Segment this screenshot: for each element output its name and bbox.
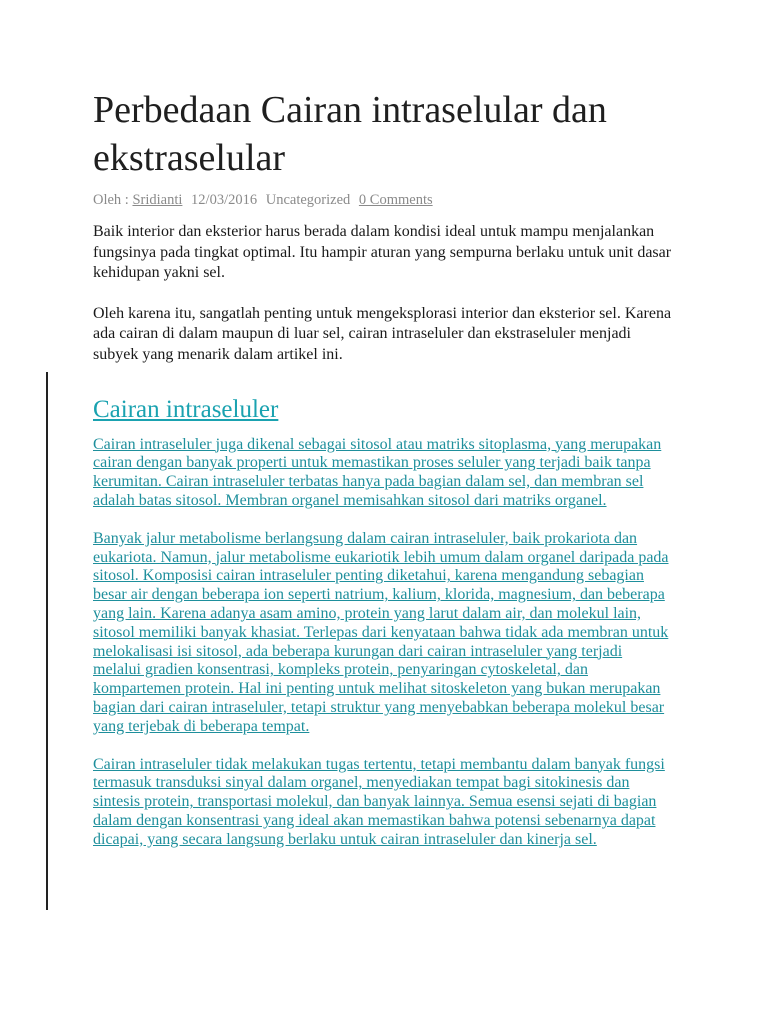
section-heading-link[interactable]: Cairan intraseluler — [93, 395, 279, 423]
section-paragraph-3-link[interactable]: Cairan intraseluler tidak melakukan tugas tertentu, tetapi membantu dalam banyak fungsi termasuk transduksi sinyal dalam organel, menyediakan tempat bagi sitokinesis dan sintesis protein, transportasi molekul, dan banyak lainnya. Semua esensi sejati di bagian dalam dengan konsentrasi yang ideal akan memastikan bahwa potensi sebenarnya dapat dicapai, yang secara langsung berlaku untuk cairan intraseluler dan kinerja sel. — [93, 755, 665, 848]
article-meta — [93, 192, 673, 209]
author-link[interactable]: Sridianti — [132, 192, 183, 208]
article — [93, 86, 673, 850]
section-left-rule — [46, 372, 48, 910]
section-paragraph-1-link[interactable]: Cairan intraseluler juga dikenal sebagai sitosol atau matriks sitoplasma, yang merupakan cairan dengan banyak properti untuk memastikan proses seluler yang terjadi baik tanpa kerumitan. Cairan intraseluler terbatas hanya pada bagian dalam sel, dan membran sel adalah batas sitosol. Membran organel memisahkan sitosol dari matriks organel. — [93, 435, 662, 509]
author-by-label: Oleh : — [93, 192, 129, 208]
intro-paragraph-1: Baik interior dan eksterior harus berada dalam kondisi ideal untuk mampu menjalankan fungsinya pada tingkat optimal. Itu hampir aturan yang sempurna berlaku untuk unit dasar kehidupan yakni sel. — [93, 223, 672, 282]
article-title — [93, 86, 673, 182]
section-paragraph-2[interactable] — [93, 530, 673, 737]
intro-paragraph-2: Oleh karena itu, sangatlah penting untuk mengeksplorasi interior dan eksterior sel. Karena ada cairan di dalam maupun di luar sel, cairan intraseluler dan ekstraseluler menjadi subyek yang menarik dalam artikel ini. — [93, 304, 672, 363]
article-title-line-2: ekstraselular — [93, 137, 286, 179]
post-date: 12/03/2016 — [191, 192, 258, 208]
article-title-line-1: Perbedaan Cairan intraselular dan — [93, 89, 607, 131]
section-paragraph-3[interactable] — [93, 756, 673, 850]
section-paragraph-1[interactable] — [93, 436, 673, 511]
section-heading[interactable] — [93, 394, 673, 426]
comments-link[interactable]: 0 Comments — [358, 192, 433, 208]
section-paragraph-2-link[interactable]: Banyak jalur metabolisme berlangsung dalam cairan intraseluler, baik prokariota dan eukariota. Namun, jalur metabolisme eukariotik lebih umum dalam organel daripada pada sitosol. Komposisi cairan intraseluler penting diketahui, karena mengandung sebagian besar air dengan beberapa ion seperti natrium, kalium, klorida, magnesium, dan beberapa yang lain. Karena adanya asam amino, protein yang larut dalam air, dan molekul lain, sitosol memiliki banyak khasiat. Terlepas dari kenyataan bahwa tidak ada membran untuk melokalisasi isi sitosol, ada beberapa kurungan dari cairan intraseluler yang terjadi melalui gradien konsentrasi, kompleks protein, penyaringan cytoskeletal, dan kompartemen protein. Hal ini penting untuk melihat sitoskeleton yang bukan merupakan bagian dari cairan intraseluler, tetapi struktur yang menyebabkan beberapa molekul besar yang terjebak di beberapa tempat. — [93, 529, 669, 735]
post-category: Uncategorized — [265, 192, 351, 208]
